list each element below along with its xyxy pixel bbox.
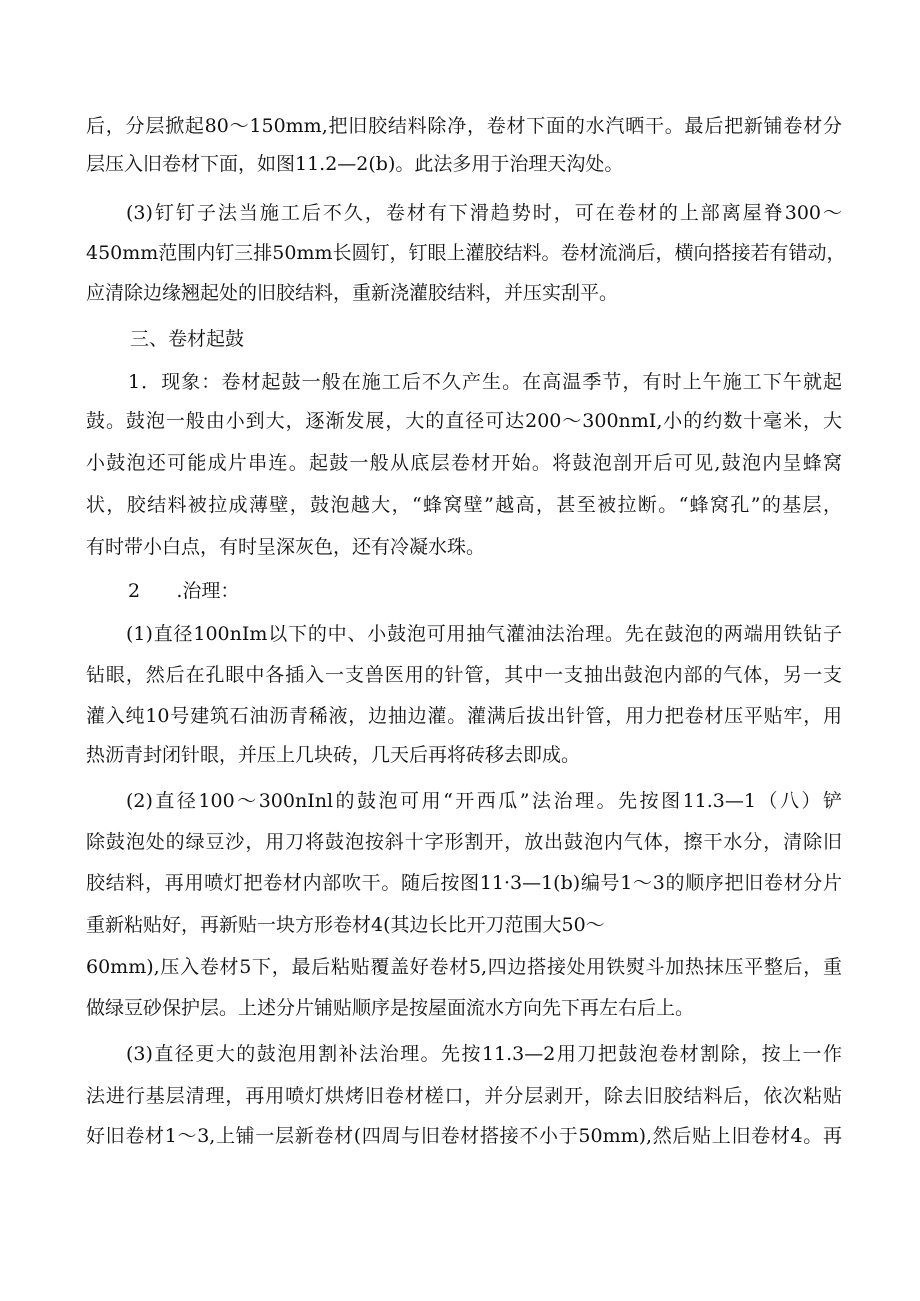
text-line: 后，分层掀起80～150mm,把旧胶结料除净，卷材下面的水汽晒干。最后把新铺卷材分 bbox=[86, 115, 842, 137]
text-line: 60mm),压入卷材5下，最后粘贴覆盖好卷材5,四边搭接处用铁熨斗加热抹压平整后，重 bbox=[86, 956, 842, 978]
text-line: 除鼓泡处的绿豆沙，用刀将鼓泡按斜十字形割开，放出鼓泡内气体，擦干水分，清除旧 bbox=[86, 831, 842, 853]
text-line: 应清除边缘翘起处的旧胶结料，重新浇灌胶结料，并压实刮平。 bbox=[86, 282, 619, 304]
text-line: 状，胶结料被拉成薄壁，鼓泡越大，“蜂窝壁”越高，甚至被拉断。“蜂窝孔”的基层， bbox=[86, 494, 842, 516]
text-line: 1．现象：卷材起鼓一般在施工后不久产生。在高温季节，有时上午施工下午就起 bbox=[128, 371, 842, 393]
text-line: 450mm范围内钉三排50mm长圆钉，钉眼上灌胶结料。卷材流淌后，横向搭接若有错动， bbox=[86, 242, 846, 264]
text-line: 鼓。鼓泡一般由小到大，逐渐发展，大的直径可达200～300nmI,小的约数十毫米，大 bbox=[86, 410, 842, 432]
text-line: 层压入旧卷材下面，如图11.2—2(b)。此法多用于治理天沟处。 bbox=[86, 153, 624, 175]
text-line: 钻眼，然后在孔眼中各插入一支兽医用的针管，其中一支抽出鼓泡内部的气体，另一支 bbox=[86, 664, 842, 686]
text-line: (1)直径100nIm以下的中、小鼓泡可用抽气灌油法治理。先在鼓泡的两端用铁钻子 bbox=[126, 623, 842, 645]
text-line: 好旧卷材1～3,上铺一层新卷材(四周与旧卷材搭接不小于50mm),然后贴上旧卷材4。再 bbox=[86, 1125, 842, 1147]
text-line: 胶结料，再用喷灯把卷材内部吹干。随后按图11·3—1(b)编号1～3的顺序把旧卷材分片 bbox=[86, 872, 842, 894]
text-line: 小鼓泡还可能成片串连。起鼓一般从底层卷材开始。将鼓泡剖开后可见,鼓泡内呈蜂窝 bbox=[86, 452, 842, 474]
section-heading: 三、卷材起鼓 bbox=[130, 328, 245, 350]
text-line: 法进行基层清理，再用喷灯烘烤旧卷材槎口，并分层剥开，除去旧胶结料后，依次粘贴 bbox=[86, 1085, 842, 1107]
text-line: (3)钉钉子法当施工后不久，卷材有下滑趋势时，可在卷材的上部离屋脊300～ bbox=[126, 202, 842, 224]
text-line: 有时带小白点，有时呈深灰色，还有冷凝水珠。 bbox=[86, 536, 486, 558]
text-line: (2)直径100～300nInl的鼓泡可用“开西瓜”法治理。先按图11.3—1（八）铲 bbox=[126, 790, 842, 812]
text-line: 做绿豆砂保护层。上述分片铺贴顺序是按屋面流水方向先下再左右后上。 bbox=[86, 997, 695, 1019]
text-line: 重新粘贴好，再新贴一块方形卷材4(其边长比开刀范围大50～ bbox=[86, 914, 605, 936]
text-line: 灌入纯10号建筑石油沥青稀液，边抽边灌。灌满后拔出针管，用力把卷材压平贴牢，用 bbox=[86, 705, 842, 727]
numbered-heading: 2 .治理： bbox=[128, 580, 240, 602]
text-line: 热沥青封闭针眼，并压上几块砖，几天后再将砖移去即成。 bbox=[86, 744, 581, 766]
text-line: (3)直径更大的鼓泡用割补法治理。先按11.3—2用刀把鼓泡卷材割除，按上一作 bbox=[126, 1043, 842, 1065]
